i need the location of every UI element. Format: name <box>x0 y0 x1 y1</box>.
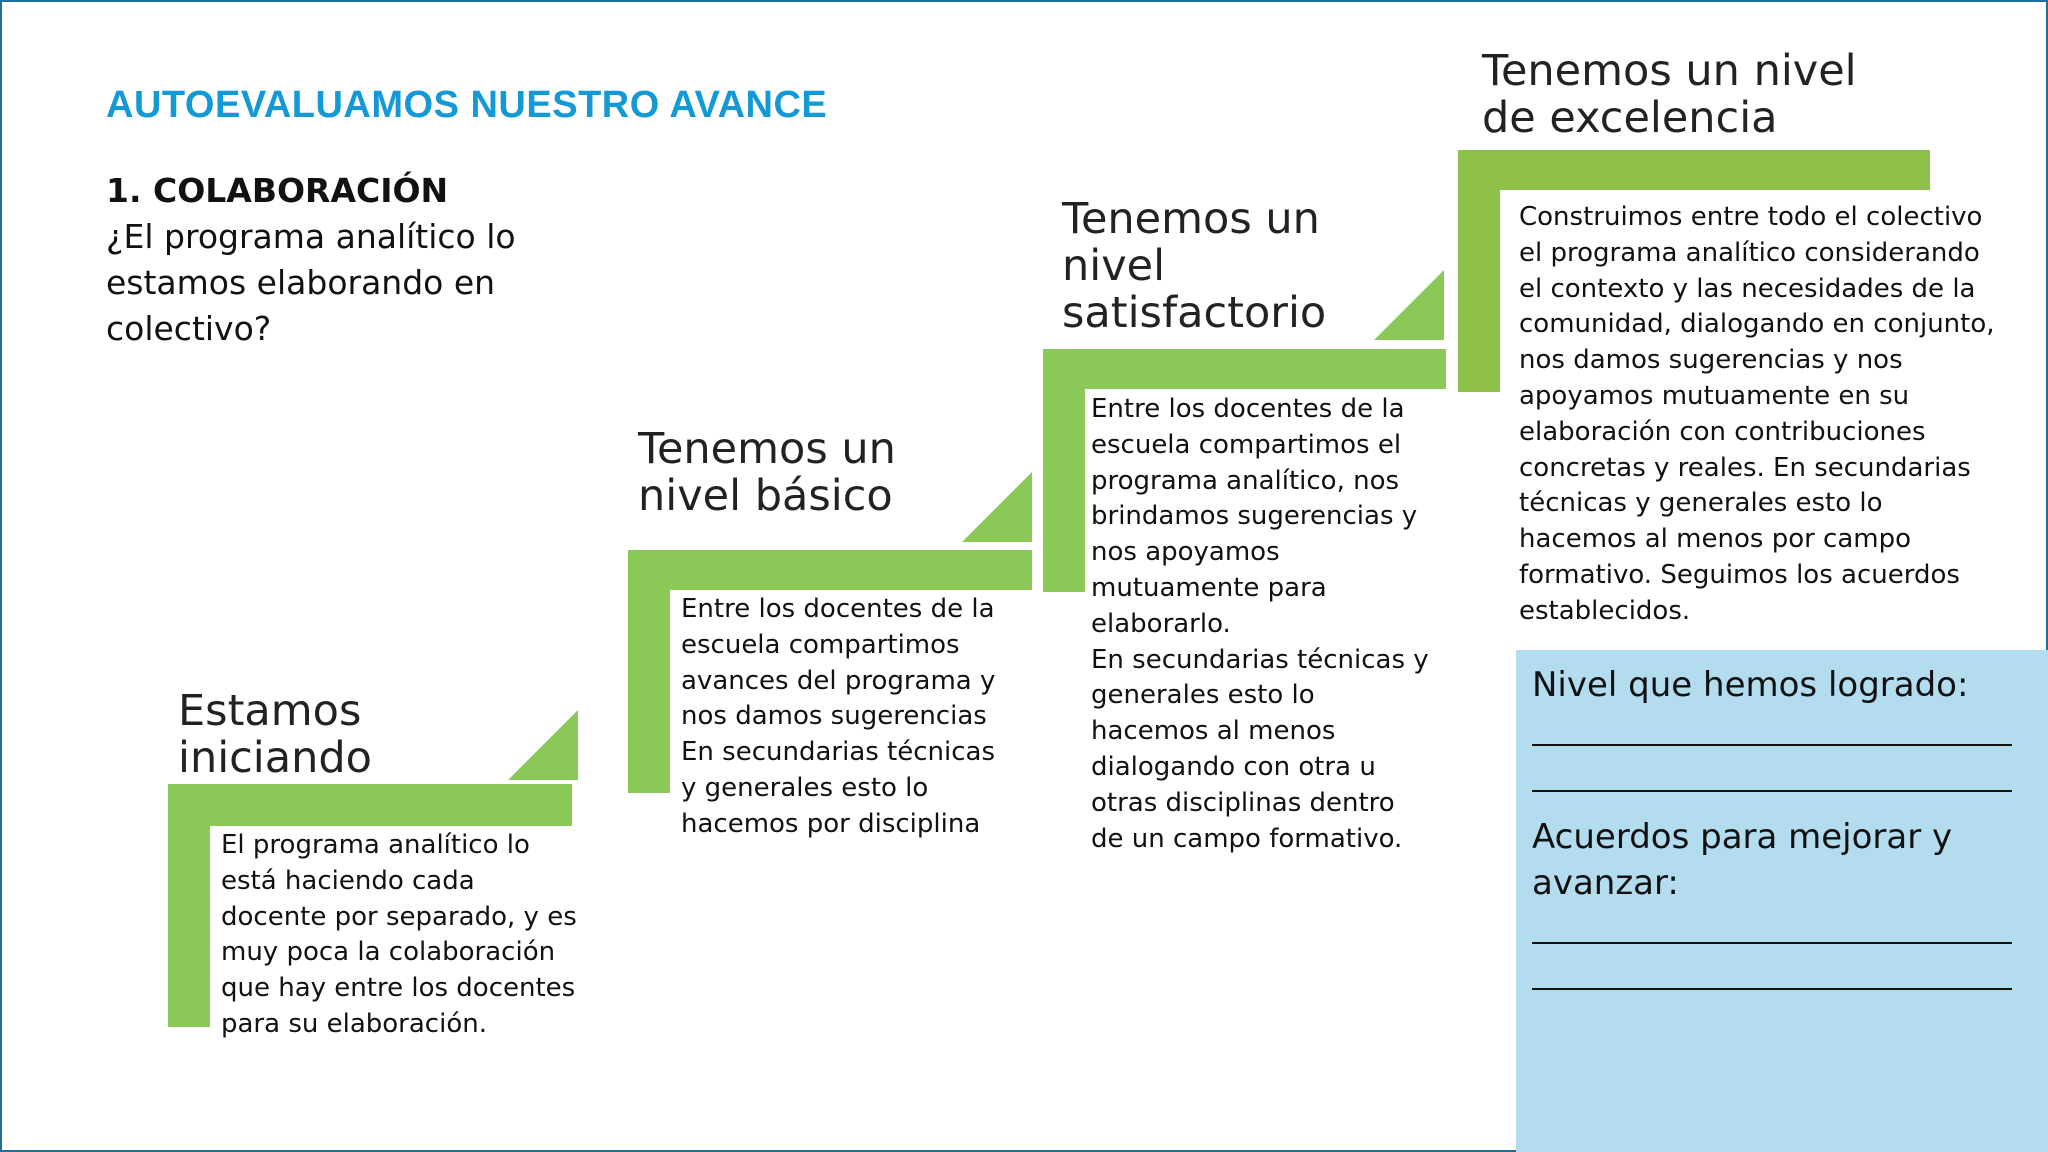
level-1-title: Estamos iniciando <box>178 686 372 783</box>
step-1-horizontal-bar <box>168 784 572 826</box>
section-heading: 1. COLABORACIÓN <box>106 171 449 210</box>
level-4-title: Tenemos un nivel de excelencia <box>1482 46 1857 143</box>
level-3-description: Entre los docentes de la escuela compartimos el programa analítico, nos brindamos sugerencias y nos apoyamos mutuamente para elaborarlo. En secundarias técnicas y generales esto lo hacemos al menos dialogando con otra u otras disciplinas dentro de un campo formativo. <box>1091 394 1429 854</box>
agreements-line-1[interactable] <box>1532 906 2012 952</box>
step-4-vertical-bar <box>1458 150 1500 392</box>
step-1-vertical-bar <box>168 784 210 1027</box>
level-4-description: Construimos entre todo el colectivo el programa analítico considerando el contexto y las necesidades de la comunidad, dialogando en conjunto, nos damos sugerencias y nos apoyamos mutuamente en su elaboración con contribuciones concretas y reales. En secundarias técnicas y generales esto lo hacemos al menos por campo formativo. Seguimos los acuerdos establecidos. <box>1519 202 1995 626</box>
step-1-triangle <box>508 710 578 780</box>
step-4-horizontal-bar <box>1458 150 1930 190</box>
achieved-level-line-2[interactable] <box>1532 754 2012 800</box>
section-question: ¿El programa analítico lo estamos elaborando en colectivo? <box>106 217 516 348</box>
agreements-line-2[interactable] <box>1532 952 2012 998</box>
level-1-description: El programa analítico lo está haciendo cada docente por separado, y es muy poca la colaboración que hay entre los docentes para su elaboración. <box>221 830 577 1039</box>
achieved-level-line-1[interactable] <box>1532 708 2012 754</box>
level-2-title: Tenemos un nivel básico <box>638 424 896 521</box>
step-2-vertical-bar <box>628 550 670 793</box>
step-2-triangle <box>962 472 1032 542</box>
level-2-description: Entre los docentes de la escuela compartimos avances del programa y nos damos sugerencias En secundarias técnicas y generales esto lo hacemos por disciplina <box>681 594 996 839</box>
section-block <box>106 168 586 352</box>
step-3-vertical-bar <box>1043 349 1085 592</box>
step-3-horizontal-bar <box>1043 349 1446 389</box>
agreements-label: Acuerdos para mejorar y avanzar: <box>1532 817 1953 903</box>
achieved-level-form <box>1532 662 2012 998</box>
level-3-title: Tenemos un nivel satisfactorio <box>1062 194 1327 338</box>
step-2-horizontal-bar <box>628 550 1032 590</box>
achieved-level-label: Nivel que hemos logrado: <box>1532 665 1969 705</box>
slide-title: AUTOEVALUAMOS NUESTRO AVANCE <box>106 84 828 126</box>
